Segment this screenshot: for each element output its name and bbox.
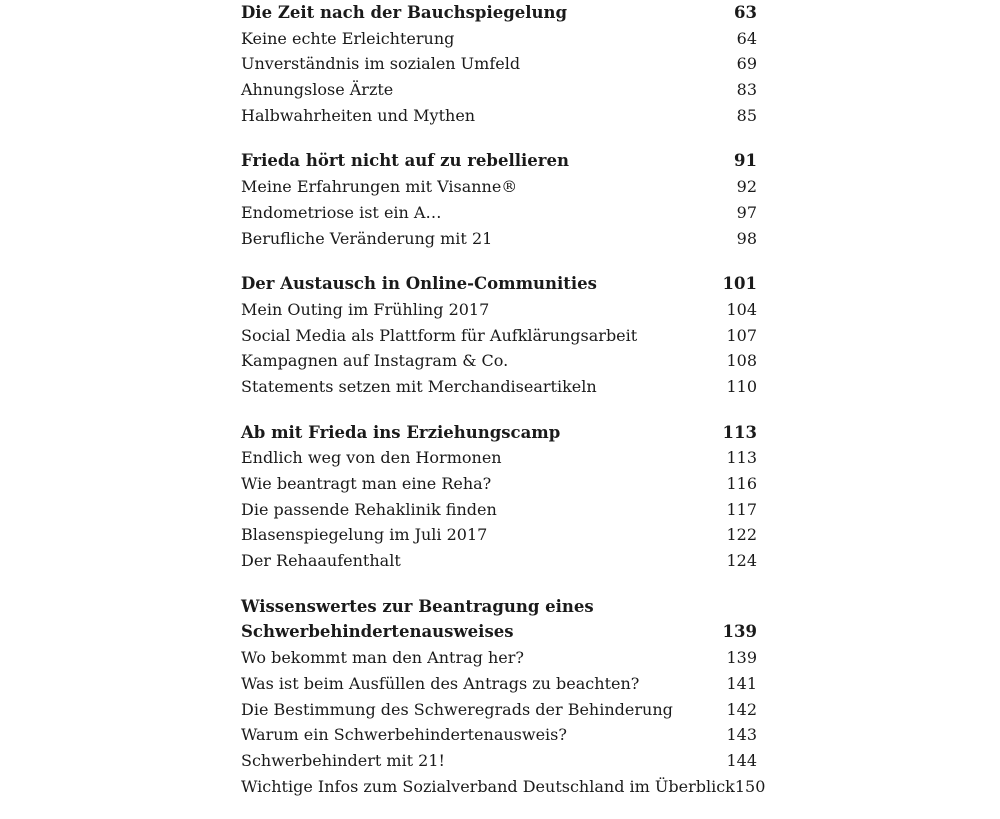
entry-page-number: 117 (726, 499, 757, 519)
entry-title: Kampagnen auf Instagram & Co. (241, 351, 509, 371)
entry-title: Endometriose ist ein A… (241, 202, 442, 222)
toc-entry (241, 748, 757, 774)
entry-title: Schwerbehindert mit 21! (241, 750, 445, 770)
entry-page-number: 116 (726, 474, 757, 493)
toc-section (241, 420, 757, 574)
toc-section (241, 594, 766, 800)
toc-entry (241, 548, 757, 574)
toc-entry (241, 697, 757, 723)
toc-entry (241, 26, 757, 52)
entry-page-number: 150 (734, 776, 766, 796)
entry-page-number: 97 (736, 202, 757, 222)
entry-title: Was ist beim Ausfüllen des Antrags zu beachten? (241, 673, 640, 693)
entry-page-number: 141 (726, 673, 757, 693)
chapter-title: Schwerbehindertenausweises (241, 622, 514, 642)
entry-title: Warum ein Schwerbehindertenausweis? (241, 725, 567, 745)
toc-section (241, 271, 757, 399)
toc-entry (241, 522, 757, 548)
toc-entry (241, 471, 757, 497)
chapter-heading (241, 0, 757, 26)
chapter-page-number: 113 (722, 422, 757, 442)
chapter-heading (241, 271, 757, 297)
toc-entry (241, 174, 757, 200)
entry-title: Die Bestimmung des Schweregrads der Behinderung (241, 699, 673, 719)
chapter-page-number: 91 (734, 151, 757, 171)
entry-title: Wie beantragt man eine Reha? (241, 474, 492, 493)
entry-title: Social Media als Plattform für Aufklärungsarbeit (241, 325, 638, 345)
toc-section (241, 148, 757, 251)
entry-page-number: 110 (726, 376, 757, 396)
toc-entry (241, 297, 757, 323)
chapter-heading (241, 619, 757, 645)
chapter-page-number: 101 (722, 274, 757, 294)
toc-entry (241, 722, 757, 748)
entry-title: Meine Erfahrungen mit Visanne® (241, 177, 518, 197)
chapter-title: Der Austausch in Online-Communities (241, 274, 597, 294)
entry-page-number: 85 (736, 105, 757, 125)
entry-page-number: 124 (726, 551, 757, 571)
entry-title: Halbwahrheiten und Mythen (241, 105, 476, 125)
entry-title: Endlich weg von den Hormonen (241, 448, 502, 468)
entry-page-number: 143 (726, 725, 757, 745)
chapter-title: Die Zeit nach der Bauchspiegelung (241, 3, 568, 22)
entry-title: Wo bekommt man den Antrag her? (241, 648, 524, 668)
toc-entry (241, 374, 757, 400)
chapter-page-number: 139 (722, 622, 757, 642)
entry-page-number: 98 (736, 228, 757, 248)
entry-page-number: 144 (726, 750, 757, 770)
toc-entry (241, 323, 757, 349)
entry-title: Keine echte Erleichterung (241, 28, 455, 48)
toc-entry (241, 497, 757, 523)
entry-title: Mein Outing im Frühling 2017 (241, 299, 490, 319)
entry-title: Die passende Rehaklinik finden (241, 499, 497, 519)
entry-title: Statements setzen mit Merchandiseartikeln (241, 376, 597, 396)
toc-entry (241, 103, 757, 129)
chapter-heading-line1 (241, 594, 757, 620)
entry-page-number: 122 (726, 525, 757, 545)
entry-page-number: 139 (726, 648, 757, 668)
entry-page-number: 69 (736, 54, 757, 74)
toc-entry (241, 51, 757, 77)
toc-entry (241, 200, 757, 226)
table-of-contents (241, 0, 766, 819)
chapter-title-line1: Wissenswertes zur Beantragung eines (241, 596, 594, 616)
entry-title: Blasenspiegelung im Juli 2017 (241, 525, 488, 545)
entry-page-number: 92 (736, 177, 757, 197)
toc-section (241, 0, 757, 128)
entry-title: Ahnungslose Ärzte (241, 80, 394, 100)
chapter-heading (241, 420, 757, 446)
toc-entry (241, 77, 757, 103)
entry-page-number: 107 (726, 325, 757, 345)
entry-title: Wichtige Infos zum Sozialverband Deutschland im Überblick (241, 776, 735, 796)
entry-title: Der Rehaaufenthalt (241, 551, 401, 571)
toc-entry (241, 445, 757, 471)
entry-page-number: 113 (726, 448, 757, 468)
entry-title: Berufliche Veränderung mit 21 (241, 228, 493, 248)
chapter-page-number: 63 (734, 3, 757, 22)
entry-page-number: 104 (726, 299, 757, 319)
toc-entry (241, 226, 757, 252)
chapter-heading (241, 148, 757, 174)
entry-page-number: 83 (736, 80, 757, 100)
toc-entry (241, 774, 766, 800)
chapter-title: Frieda hört nicht auf zu rebellieren (241, 151, 569, 171)
toc-entry (241, 645, 757, 671)
entry-title: Unverständnis im sozialen Umfeld (241, 54, 521, 74)
chapter-title: Ab mit Frieda ins Erziehungscamp (241, 422, 561, 442)
toc-entry (241, 671, 757, 697)
toc-entry (241, 348, 757, 374)
entry-page-number: 64 (736, 28, 757, 48)
entry-page-number: 142 (726, 699, 757, 719)
entry-page-number: 108 (726, 351, 757, 371)
